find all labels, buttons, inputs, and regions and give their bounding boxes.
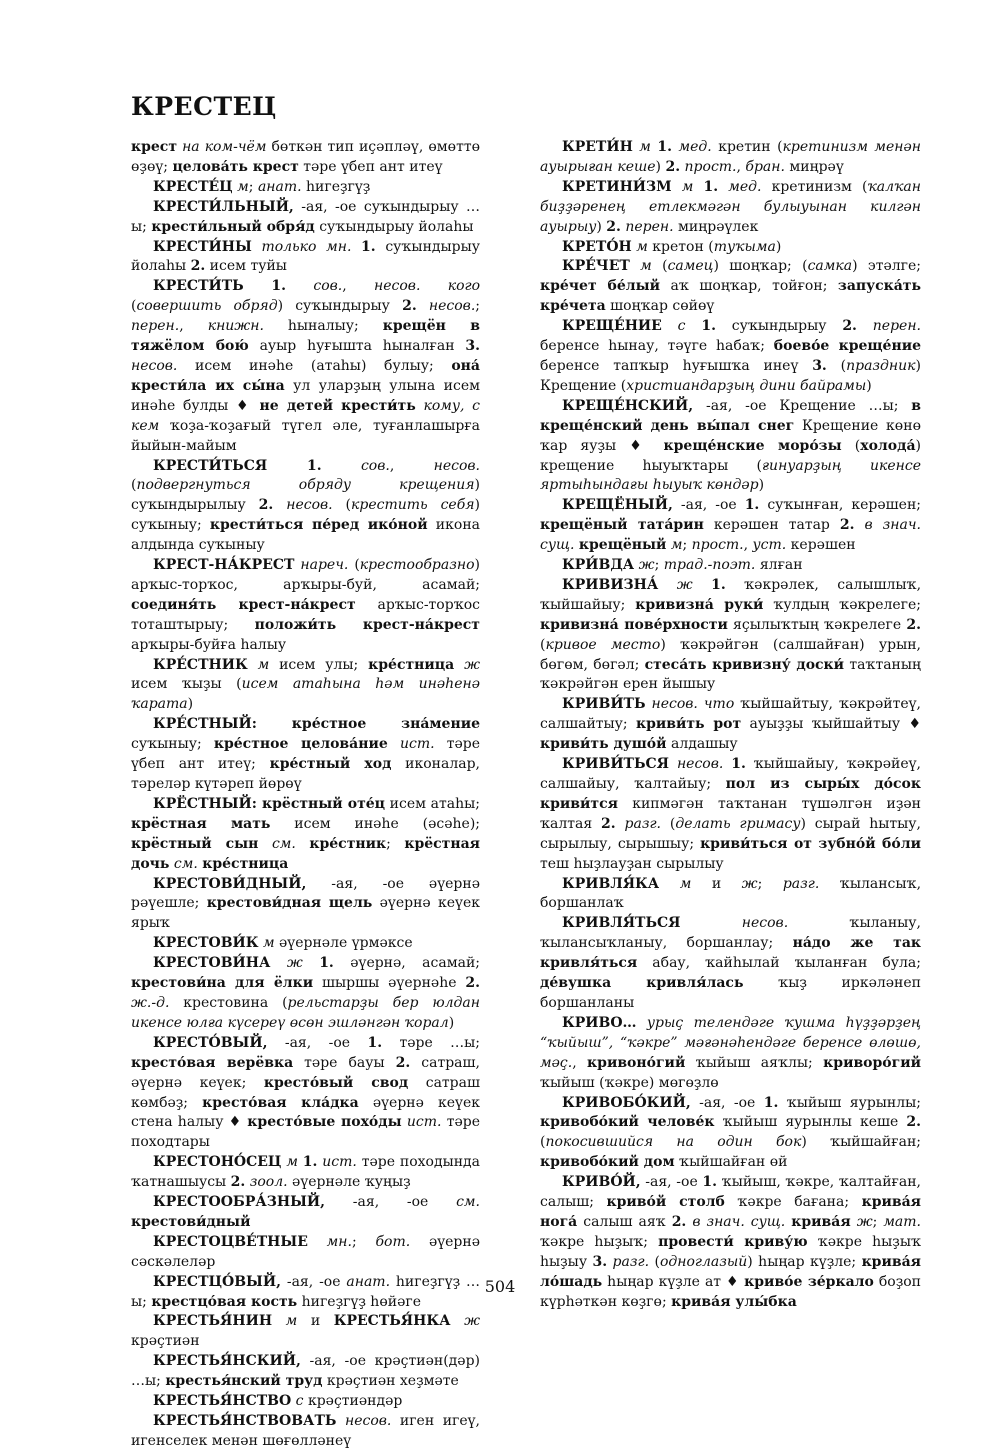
dictionary-entry: КРЕСТЕ́Ц м; анат. һигеҙгүҙ bbox=[153, 178, 371, 195]
dictionary-entry: КРИВИ́ТЬСЯ несов. 1. ҡыйшайыу, ҡәкрәйеү, салшайыу, ҡалтайыу; пол из сыры́х до́сок криви́тся кипмәгән таҡтанан түшәлгән иҙән ҡалтая 2. разг. (делать гримасу) сырай һытыу, сырылыу, сырышыу; криви́ться от зубно́й бо́ли теш һыҙлауҙан сырылыу bbox=[540, 756, 922, 872]
dictionary-entry: КРИВО́Й, -ая, -ое 1. ҡыйыш, ҡәкре, ҡалтайған, салыш; криво́й столб ҡәкре бағана; крива́я нога́ салыш аяҡ 2. в знач. сущ. крива́я ж; мат. ҡәкре һыҙыҡ; провести́ криву́ю ҡәкре һыҙыҡ һыҙыу 3. разг. (одноглазый) һыңар күҙле; крива́я ло́шадь һыңар күҙле ат ♦ криво́е зе́ркало боҙоп күрһәткән көҙгө; крива́я улы́бка bbox=[540, 1174, 922, 1310]
dictionary-entry: КРЕСТОНО́СЕЦ м 1. ист. тәре походында ҡатнашыусы 2. зоол. әүернәле ҡуңыҙ bbox=[131, 1154, 481, 1191]
dictionary-entry: КРЕСТОЦВЕ́ТНЫЕ мн.; бот. әүернә сәскәлеләр bbox=[131, 1233, 481, 1270]
page-number: 504 bbox=[484, 1277, 516, 1296]
dictionary-entry: КРЁСТНЫЙ: крёстный оте́ц исем атаһы; крёстная мать исем инәһе (әсәһе); крёстный сын см. кре́стник; крёстная дочь см. кре́стница bbox=[131, 795, 481, 872]
dictionary-entry: КРИВИЗНА́ ж 1. ҡәкрәлек, салышлыҡ, ҡыйшайыу; кривизна́ руки́ ҡулдың ҡәкрелеге; кривизна́ пове́рхности яҫылыҡтың ҡәкрелеге 2. (кривое место) ҡәкрәйгән (салшайған) урын, бөгөм, бөгәл; стеса́ть кривизну́ доски́ таҡтаның ҡәкрәйгән ерен йышыу bbox=[540, 576, 922, 693]
dictionary-entry: КРЕЩЕ́НИЕ с 1. суҡындырыу 2. перен. беренсе һынау, тәүге һабаҡ; боево́е креще́ние беренсе тапҡыр һуғышҡа инеү 3. (праздник) Крещение (христиандарҙың дини байрамы) bbox=[540, 318, 921, 394]
dictionary-entry: КРЕСТООБРА́ЗНЫЙ, -ая, -ое см. крестови́дный bbox=[131, 1194, 480, 1230]
dictionary-entry: КРЕСТЬЯ́НСКИЙ, -ая, -ое крәҫтиән(дәр) …ы; крестья́нский труд крәҫтиән хеҙмәте bbox=[131, 1353, 480, 1390]
dictionary-entry: КРЕСТЬЯ́НСТВО с крәҫтиәндәр bbox=[153, 1393, 403, 1410]
dictionary-entry: крест на ком-чём бөткән тип иҫәпләү, өмөттө өҙөү; целова́ть крест тәре үбеп ант итеү bbox=[131, 139, 481, 175]
dictionary-entry: КРЕСТЬЯ́НСТВОВАТЬ несов. иген игеү, игенселек менән шөғөлләнеү bbox=[131, 1413, 481, 1449]
running-head: КРЕСТЕЦ bbox=[131, 92, 277, 121]
dictionary-entry: КРЕЩЁНЫЙ, -ая, -ое 1. суҡынған, керәшен; крещёный тата́рин керәшен татар 2. в знач. сущ. крещёный м; прост., уст. керәшен bbox=[540, 497, 921, 554]
dictionary-entry: КРИВЛЯ́КА м и ж; разг. ҡылансыҡ, боршанлаҡ bbox=[540, 875, 922, 912]
dictionary-entry: КРЕСТО́ВЫЙ, -ая, -ое 1. тәре …ы; кресто́вая верёвка тәре бауы 2. сатраш, әүернә кеүек; кресто́вый свод сатраш көмбәҙ; кресто́вая кла́дка әүернә кеүек стена һалыу ♦ кресто́вые похо́ды ист. тәре походтары bbox=[131, 1034, 481, 1151]
dictionary-entry: КРЕСТИ́ТЬ 1. сов., несов. кого (совершить обряд) суҡындырыу 2. несов.; перен., книжн. һыналыу; крещён в тяжёлом бою́ ауыр һуғышта һыналған 3. несов. исем инәһе (атаһы) булыу; она́ крести́ла их сы́на ул уларҙың улына исем инәһе булды ♦ не детей́ крести́ть кому, с кем ҡоҙа-ҡоҙағый түгел әле, туғанлашырға йыйын-майым bbox=[131, 278, 481, 454]
dictionary-entry: КРЕСТОВИ́НА ж 1. әүернә, асамай; крестови́на для ёлки шыршы әүернәһе 2. ж.-д. крестовина (рельстарҙы бер юлдан икенсе юлға күсереү өсөн эшләнгән ҡорал) bbox=[131, 955, 480, 1031]
dictionary-entry: КРЕ́ЧЕТ м (самец) шоңҡар; (самка) этәлге; кре́чет бе́лый аҡ шоңҡар, тойғон; запуска́ть кре́чета шоңҡар сөйөү bbox=[540, 258, 921, 315]
dictionary-entry: КРЕТО́Н м кретон (туҡыма) bbox=[562, 238, 782, 255]
dictionary-entry: КРЕТИНИ́ЗМ м 1. мед. кретинизм (ҡалҡан биҙҙәренең етлекмәгән булыуынан килгән ауырыу) 2. перен. миңрәүлек bbox=[540, 178, 921, 235]
left-column bbox=[131, 138, 480, 1452]
dictionary-entry: КРИВЛЯ́ТЬСЯ несов. ҡыланыу, ҡылансыҡланыу, боршанлау; на́до же так кривля́ться абау, ҡайһылай ҡыланған була; де́вушка кривля́лась ҡыҙ иркәләнеп боршанланы bbox=[540, 915, 922, 1011]
dictionary-entry: КРИВОБО́КИЙ, -ая, -ое 1. ҡыйыш яурынлы; кривобо́кий челове́к ҡыйыш яурынлы кеше 2. (покосившийся на один бок) ҡыйшайған; кривобо́кий дом ҡыйшайған өй bbox=[540, 1094, 922, 1171]
dictionary-entry: КРЕСТ-НА́КРЕСТ нареч. (крестообразно) арҡыс-торҡос, арҡыры-буй, асамай; соединя́ть крест-на́крест арҡыс-торҡос тоташтырыу; положи́ть крест-на́крест арҡыры-буйға һалыу bbox=[131, 557, 480, 653]
dictionary-entry: КРЕ́СТНИК м исем улы; кре́стница ж исем ҡыҙы (исем атаһына һәм инәһенә ҡарата) bbox=[131, 656, 481, 713]
dictionary-entry: КРЕСТЬЯ́НИН м и КРЕСТЬЯ́НКА ж крәҫтиән bbox=[131, 1313, 481, 1350]
right-column bbox=[540, 138, 921, 1312]
dictionary-entry: КРЕЩЕ́НСКИЙ, -ая, -ое Крещение …ы; в креще́нский день вы́пал снег Крещение көнө ҡар яуҙы ♦ креще́нские моро́зы (холода́) крещение һыуыҡтары (ғинуарҙың икенсе яртыһындағы һыуыҡ көндәр) bbox=[540, 397, 921, 494]
dictionary-entry: КРЕ́СТНЫЙ: кре́стное зна́мение суҡыныу; кре́стное целова́ние ист. тәре үбеп ант итеү; кре́стный ход иконалар, тәреләр күтәреп йөрөү bbox=[131, 716, 481, 792]
dictionary-entry: КРИ́ВДА ж; трад.-поэт. ялған bbox=[562, 557, 803, 574]
dictionary-entry: КРЕСТОВИ́ДНЫЙ, -ая, -ое әүернә рәүешле; крестови́дная щель әүернә кеүек ярыҡ bbox=[131, 875, 480, 932]
dictionary-entry: КРЕСТИ́ЛЬНЫЙ, -ая, -ое суҡындырыу …ы; крести́льный обря́д суҡындырыу йолаһы bbox=[131, 198, 480, 235]
dictionary-entry: КРЕТИ́Н м 1. мед. кретин (кретинизм менән ауырыған кеше) 2. прост., бран. миңрәү bbox=[540, 139, 922, 175]
dictionary-entry: КРИВИ́ТЬ несов. что ҡыйшайтыу, ҡәкрәйтеү, салшайтыу; криви́ть рот ауыҙҙы ҡыйшайтыу ♦ криви́ть душо́й алдашыу bbox=[540, 696, 922, 753]
dictionary-entry: КРЕСТИ́ТЬСЯ 1. сов., несов. (подвергнуться обряду крещения) суҡындырылыу 2. несов. (крестить себя) суҡыныу; крести́ться пе́ред ико́ной икона алдында суҡыныу bbox=[131, 457, 480, 554]
dictionary-entry: КРЕСТИ́НЫ только мн. 1. суҡындырыу йолаһы 2. исем туйы bbox=[131, 238, 481, 275]
dictionary-entry: КРЕСТЦО́ВЫЙ, -ая, -ое анат. һигеҙгүҙ …ы; крестцо́вая кость һигеҙгүҙ һөйәге bbox=[131, 1273, 481, 1310]
dictionary-entry: КРИВО… урыҫ телендәге ҡушма һүҙҙәрҙең “ҡыйыш”, “ҡәкре” мәғәнәһендәге беренсе өлөшө, мәҫ., кривоно́гий ҡыйыш аяҡлы; криворо́гий ҡыйыш (ҡәкре) мөгөҙлө bbox=[540, 1014, 921, 1091]
dictionary-entry: КРЕСТОВИ́К м әүернәле үрмәксе bbox=[153, 935, 413, 952]
